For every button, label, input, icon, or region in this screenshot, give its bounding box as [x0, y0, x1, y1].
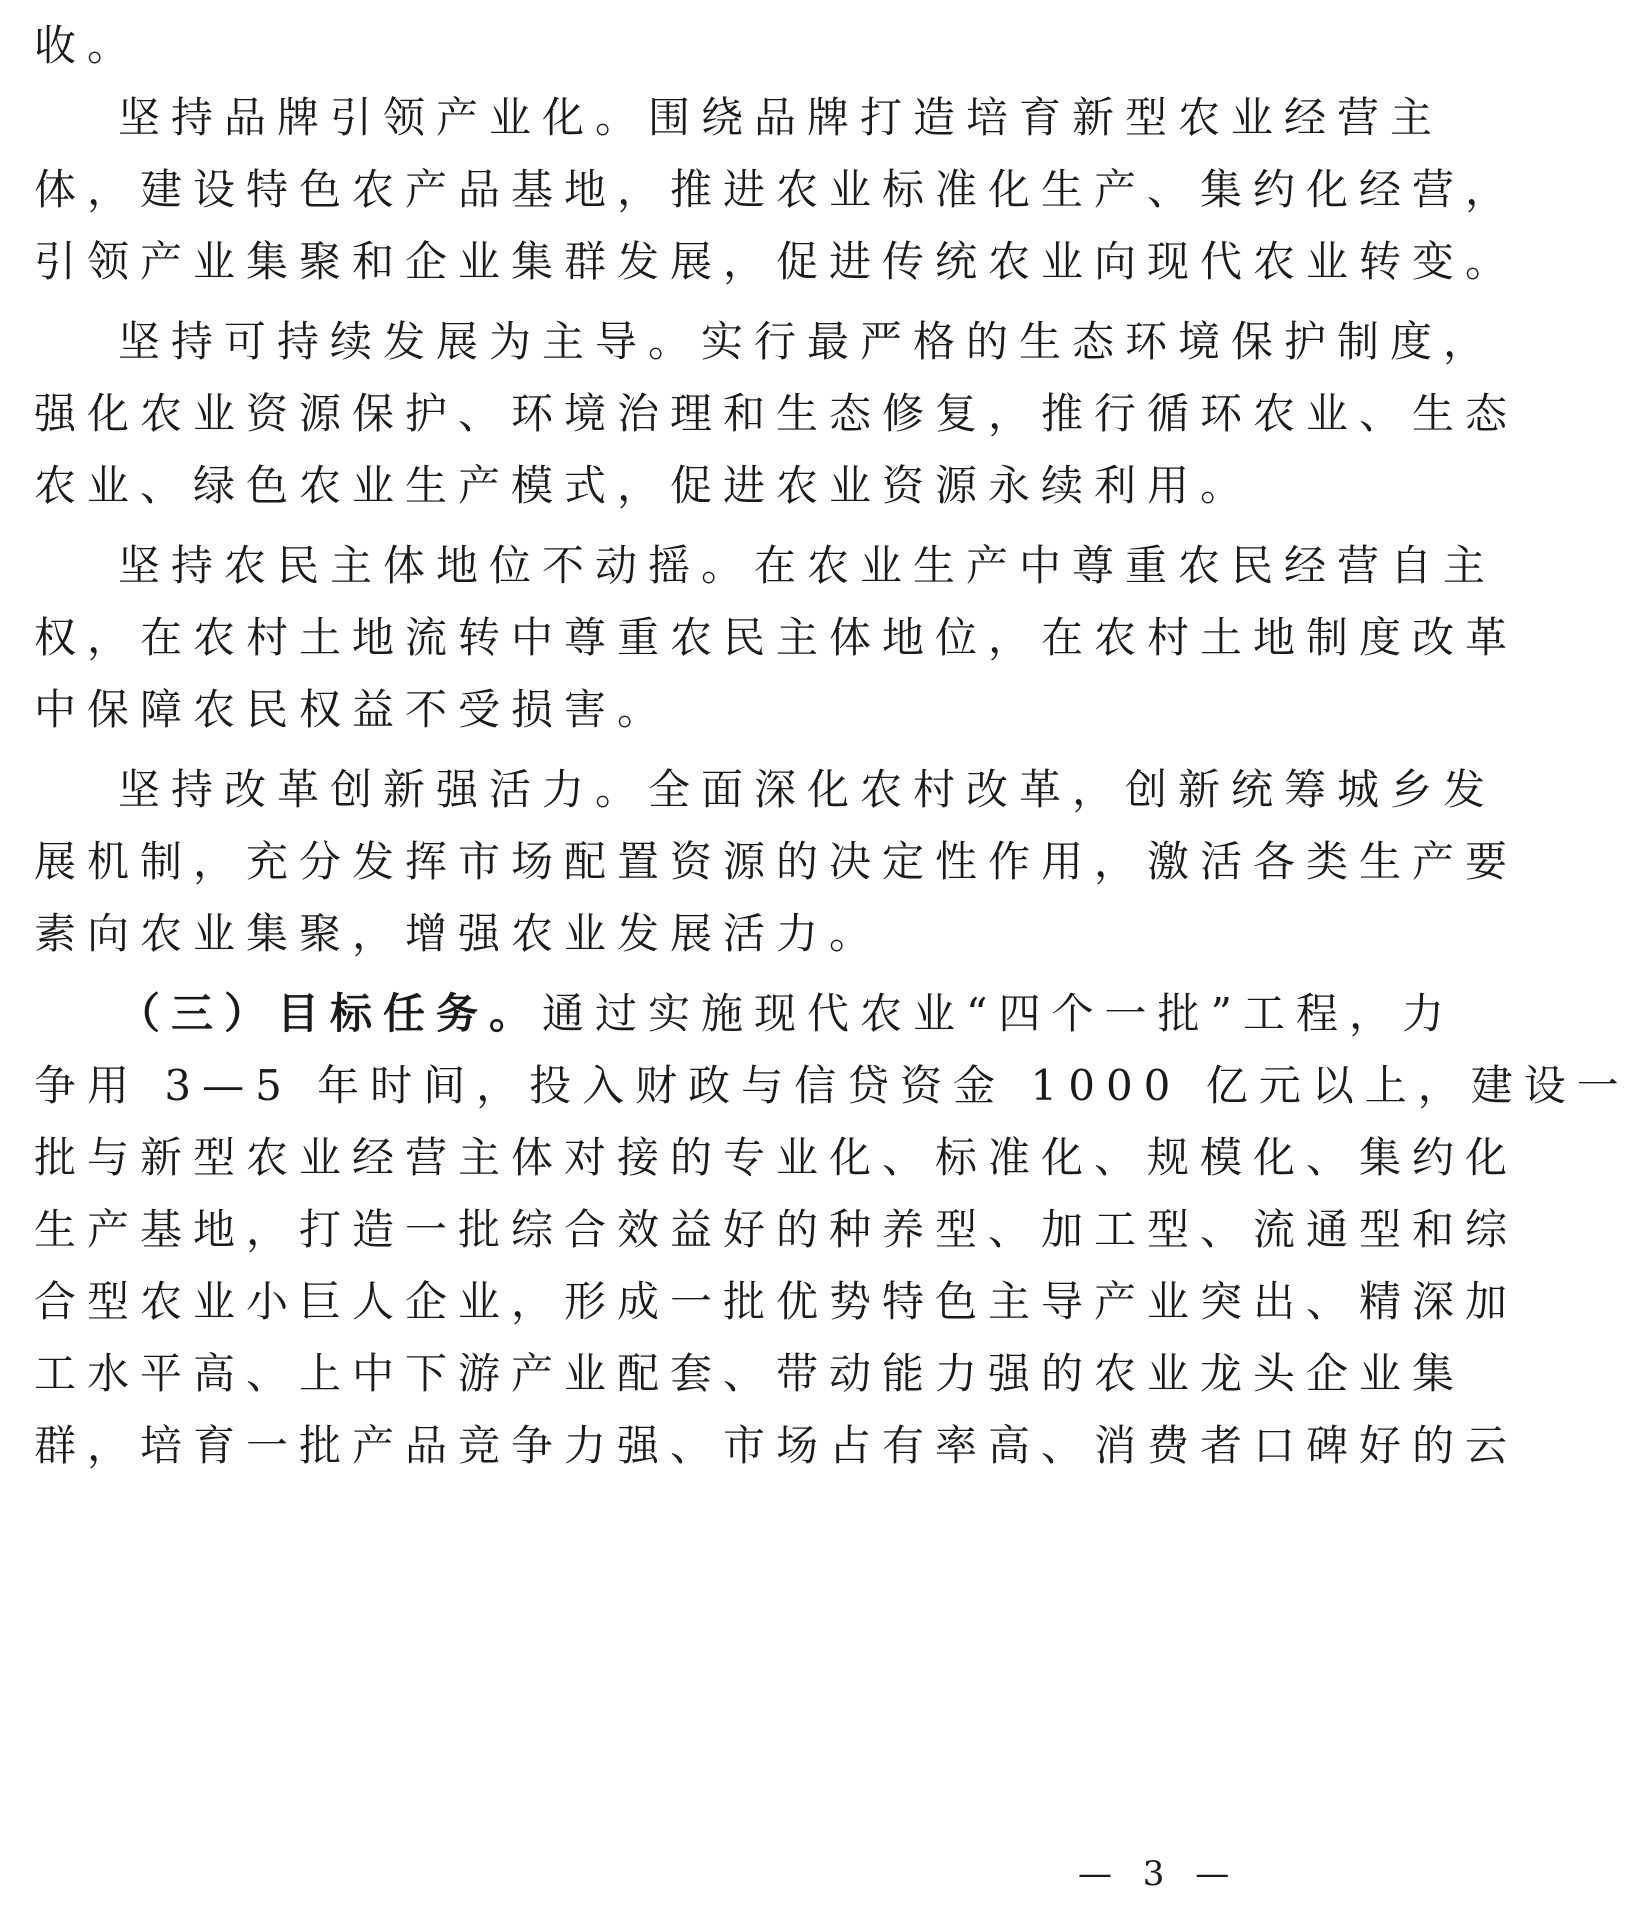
section-heading-rest: 通过实施现代农业“四个一批”工程，力: [542, 989, 1455, 1038]
paragraph-line: 收。: [34, 21, 141, 70]
section-heading-line: [118, 989, 1455, 1038]
paragraph-line: 中保障农民权益不受损害。: [34, 685, 671, 734]
paragraph-line: 强化农业资源保护、环境治理和生态修复，推行循环农业、生态: [34, 389, 1519, 438]
paragraph-line: 素向农业集聚，增强农业发展活力。: [34, 909, 883, 958]
paragraph-line: 批与新型农业经营主体对接的专业化、标准化、规模化、集约化: [34, 1133, 1519, 1182]
paragraph-line: 体，建设特色农产品基地，推进农业标准化生产、集约化经营，: [34, 165, 1519, 214]
paragraph-line: 权，在农村土地流转中尊重农民主体地位，在农村土地制度改革: [34, 613, 1519, 662]
paragraph-line: 工水平高、上中下游产业配套、带动能力强的农业龙头企业集: [34, 1349, 1466, 1398]
paragraph-line: 坚持可持续发展为主导。实行最严格的生态环境保护制度，: [118, 317, 1497, 366]
paragraph-line: 坚持农民主体地位不动摇。在农业生产中尊重农民经营自主: [118, 541, 1497, 590]
paragraph-line: 生产基地，打造一批综合效益好的种养型、加工型、流通型和综: [34, 1205, 1519, 1254]
paragraph-line: 争用 3—5 年时间，投入财政与信贷资金 1000 亿元以上，建设一: [34, 1061, 1630, 1110]
paragraph-line: 引领产业集聚和企业集群发展，促进传统农业向现代农业转变。: [34, 237, 1519, 286]
page-number: — 3 —: [1078, 1854, 1240, 1894]
paragraph-line: 合型农业小巨人企业，形成一批优势特色主导产业突出、精深加: [34, 1277, 1519, 1326]
paragraph-line: 坚持改革创新强活力。全面深化农村改革，创新统筹城乡发: [118, 765, 1497, 814]
section-heading: （三）目标任务。: [118, 989, 543, 1038]
paragraph-line: 群，培育一批产品竞争力强、市场占有率高、消费者口碑好的云: [34, 1421, 1519, 1470]
paragraph-line: 坚持品牌引领产业化。围绕品牌打造培育新型农业经营主: [118, 93, 1444, 142]
paragraph-line: 展机制，充分发挥市场配置资源的决定性作用，激活各类生产要: [34, 837, 1519, 886]
paragraph-line: 农业、绿色农业生产模式，促进农业资源永续利用。: [34, 461, 1254, 510]
